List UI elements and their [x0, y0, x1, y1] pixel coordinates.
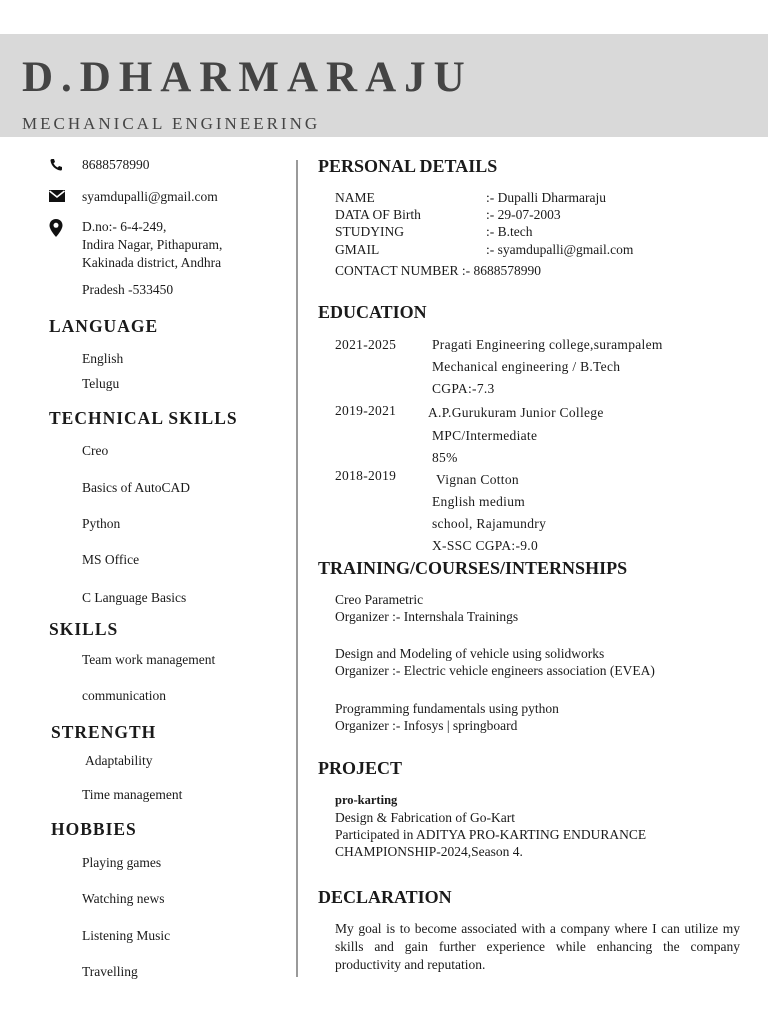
strength-item: Adaptability	[85, 753, 153, 768]
education-line: A.P.Gurukuram Junior College	[428, 405, 604, 420]
candidate-role: MECHANICAL ENGINEERING	[22, 114, 321, 133]
project-details	[335, 809, 646, 860]
education-heading: EDUCATION	[318, 302, 427, 322]
hobby-item: Watching news	[82, 891, 165, 906]
technical-skill-item: Basics of AutoCAD	[82, 480, 190, 495]
education-line: X-SSC CGPA:-9.0	[432, 538, 539, 553]
personal-label: STUDYING	[335, 224, 404, 239]
personal-label: GMAIL	[335, 242, 380, 257]
training-line: Organizer :- Infosys | springboard	[335, 718, 518, 733]
technical-skill-item: MS Office	[82, 552, 140, 567]
project-name: pro-karting	[335, 793, 398, 807]
personal-label: NAME	[335, 190, 375, 205]
personal-value: :- syamdupalli@gmail.com	[486, 242, 634, 257]
training-entry	[335, 700, 559, 734]
project-line: Design & Fabrication of Go-Kart	[335, 810, 515, 825]
address-line: Pradesh -533450	[82, 282, 174, 297]
training-entry	[335, 645, 655, 679]
address-line: Kakinada district, Andhra	[82, 255, 222, 270]
declaration-text: My goal is to become associated with a company where I can utilize my skills and gain further experience while enhancing the company productivity and reputation.	[335, 921, 740, 972]
education-line: MPC/Intermediate	[432, 428, 538, 443]
contact-address	[82, 218, 222, 272]
education-years: 2019-2021	[335, 403, 397, 418]
candidate-name: D.DHARMARAJU	[22, 54, 473, 101]
personal-value: :- Dupalli Dharmaraju	[486, 190, 606, 205]
training-entry	[335, 591, 518, 625]
personal-value: :- 29-07-2003	[486, 207, 561, 222]
hobbies-heading: HOBBIES	[51, 819, 137, 839]
phone-icon	[48, 157, 64, 173]
contact-phone: 8688578990	[82, 157, 150, 172]
training-line: Design and Modeling of vehicle using solidworks	[335, 646, 605, 661]
skills-heading: SKILLS	[49, 619, 119, 639]
education-line: Pragati Engineering college,surampalem	[432, 337, 663, 352]
education-line: 85%	[432, 450, 458, 465]
technical-skill-item: Python	[82, 516, 121, 531]
training-heading: TRAINING/COURSES/INTERNSHIPS	[318, 558, 628, 578]
hobby-item: Listening Music	[82, 928, 171, 943]
training-line: Creo Parametric	[335, 592, 424, 607]
declaration-heading: DECLARATION	[318, 887, 452, 907]
education-line: English medium	[432, 494, 526, 509]
education-line: Vignan Cotton	[436, 472, 519, 487]
address-line: D.no:- 6-4-249,	[82, 219, 167, 234]
education-line: school, Rajamundry	[432, 516, 547, 531]
project-line: CHAMPIONSHIP-2024,Season 4.	[335, 844, 523, 859]
personal-value: :- B.tech	[486, 224, 533, 239]
personal-details-heading: PERSONAL DETAILS	[318, 156, 498, 176]
hobby-item: Playing games	[82, 855, 162, 870]
training-line: Organizer :- Internshala Trainings	[335, 609, 519, 624]
language-item: English	[82, 351, 124, 366]
envelope-icon	[48, 188, 64, 204]
column-divider	[296, 160, 298, 977]
project-line: Participated in ADITYA PRO-KARTING ENDURANCE	[335, 827, 647, 842]
contact-email: syamdupalli@gmail.com	[82, 189, 218, 204]
strength-heading: STRENGTH	[51, 722, 157, 742]
language-item: Telugu	[82, 376, 120, 391]
technical-skill-item: C Language Basics	[82, 590, 187, 605]
education-years: 2018-2019	[335, 468, 397, 483]
personal-label: DATA OF Birth	[335, 207, 421, 222]
project-heading: PROJECT	[318, 758, 403, 778]
address-line: Indira Nagar, Pithapuram,	[82, 237, 223, 252]
hobby-item: Travelling	[82, 964, 138, 979]
education-line: Mechanical engineering / B.Tech	[432, 359, 621, 374]
strength-item: Time management	[82, 787, 183, 802]
education-line: CGPA:-7.3	[432, 381, 495, 396]
training-line: Programming fundamentals using python	[335, 701, 559, 716]
technical-skills-heading: TECHNICAL SKILLS	[49, 408, 238, 428]
education-years: 2021-2025	[335, 337, 397, 352]
technical-skill-item: Creo	[82, 443, 109, 458]
training-line: Organizer :- Electric vehicle engineers association (EVEA)	[335, 663, 655, 678]
skill-item: Team work management	[82, 652, 216, 667]
skill-item: communication	[82, 688, 166, 703]
personal-contact-number: CONTACT NUMBER :- 8688578990	[335, 263, 542, 278]
language-heading: LANGUAGE	[49, 316, 159, 336]
location-pin-icon	[48, 218, 64, 238]
